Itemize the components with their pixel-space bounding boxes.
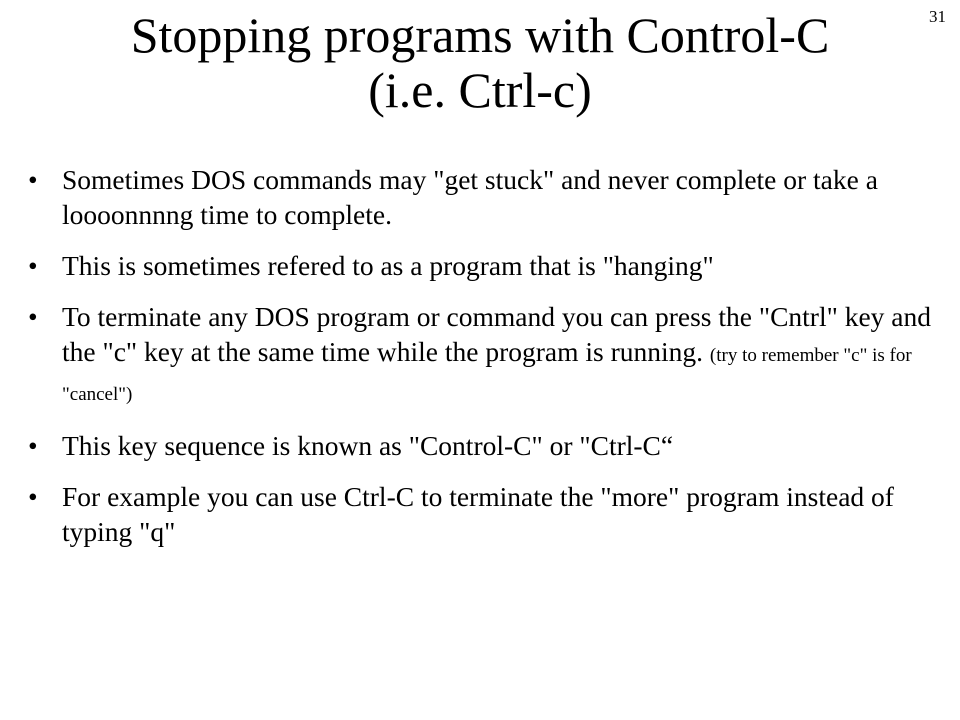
slide-number: 31	[929, 7, 946, 26]
bullet-point-icon: •	[28, 301, 38, 332]
bullet-item	[28, 162, 948, 232]
bullet-text: For example you can use Ctrl-C to terminate the "more" program instead of typing "q"	[62, 481, 894, 547]
bullet-note: (try to remember "c" is for "cancel")	[62, 345, 912, 405]
bullet-item	[28, 248, 948, 283]
bullet-item	[28, 299, 948, 412]
bullet-text: To terminate any DOS program or command you can press the "Cntrl" key and the "c" key at the same time while the program is running.	[62, 301, 931, 367]
bullet-text: This key sequence is known as "Control-C" or "Ctrl-C“	[62, 430, 674, 461]
bullet-text: Sometimes DOS commands may "get stuck" and never complete or take a loooonnnng time to complete.	[62, 164, 878, 230]
bullet-item	[28, 479, 948, 549]
bullet-point-icon: •	[28, 481, 38, 512]
slide-title-line-2: (i.e. Ctrl-c)	[368, 62, 592, 118]
bullet-point-icon: •	[28, 164, 38, 195]
bullet-point-icon: •	[28, 250, 38, 281]
bullet-list	[28, 162, 948, 565]
slide-title-line-1: Stopping programs with Control-C	[130, 7, 830, 63]
bullet-point-icon: •	[28, 430, 38, 461]
slide-title	[0, 8, 960, 118]
bullet-item	[28, 428, 948, 463]
bullet-text: This is sometimes refered to as a program that is "hanging"	[62, 250, 714, 281]
